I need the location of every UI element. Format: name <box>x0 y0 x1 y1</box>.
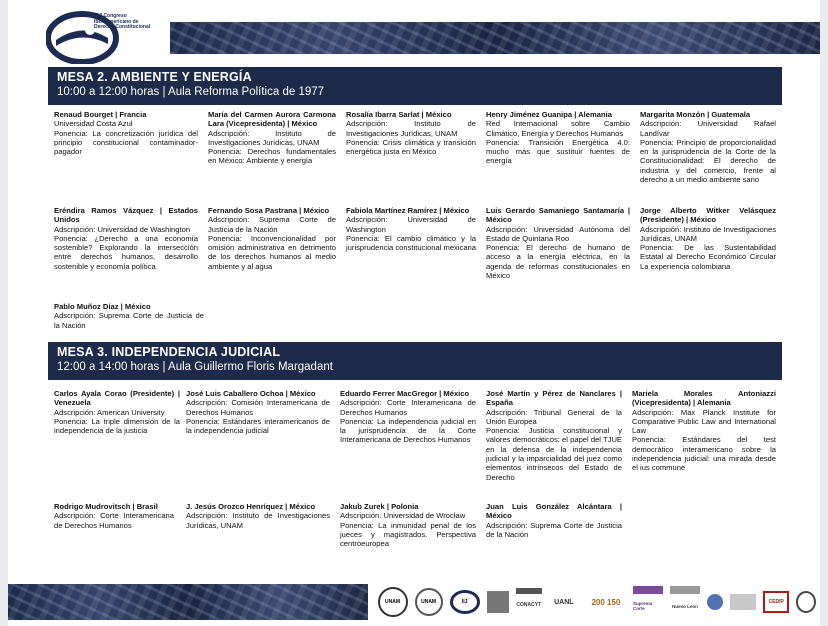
suprema-corte-logo-icon: Suprema Corte <box>633 586 663 618</box>
participant-name: Fabiola Martínez Ramírez | México <box>346 206 470 215</box>
footer-banner <box>8 584 368 620</box>
participant <box>208 206 336 271</box>
participant-name: Jorge Alberto Witker Velásquez (Presidente) | México <box>640 206 776 225</box>
participant-name: Juan Luis González Alcántara | México <box>486 502 622 521</box>
participant-details: Universidad Costa Azul Ponencia: La concretización jurídica del principio constitucional contaminador-pagador <box>54 119 198 157</box>
participant-name: Renaud Bourget | Francia <box>54 110 147 119</box>
participant-details: Red Internacional sobre Cambio Climático, Energía y Derechos Humanos Ponencia: Transición Energética 4.0: mucho más que sustituir fuentes de energía <box>486 119 630 166</box>
logo-text: XVI Congreso Iberoamericano de Derecho Constitucional <box>94 13 151 31</box>
participant-details: Adscripción: Universidad de Wrocław Ponencia: La inmunidad penal de los jueces y magistrados. Perspectiva centroeuropea <box>340 511 476 549</box>
participant <box>486 502 622 539</box>
participant <box>640 206 776 271</box>
participant-name: Eduardo Ferrer MacGregor | México <box>340 389 470 398</box>
participant-details: Adscripción: Suprema Corte de Justicia de la Nación Ponencia: Inconvencionalidad por omisión administrativa en detrimento de los derechos humanos al medio ambiente y al agua <box>208 215 336 271</box>
congress-logo <box>46 8 151 64</box>
participant <box>640 110 776 184</box>
conacyt-logo-icon: CONACYT <box>516 588 542 616</box>
participant-name: María del Carmen Aurora Carmona Lara (Vicepresidenta) | México <box>208 110 336 129</box>
participant-details: Adscripción: Instituto de Investigaciones Jurídicas, UNAM <box>186 511 330 530</box>
unam-seal-icon: UNAM <box>378 587 408 617</box>
participant <box>340 389 476 445</box>
participant-details: Adscripción: Universidad de Washington Ponencia: ¿Derecho a una economía sostenible? Explorando la intersección entre derechos humanos, desarrollo sostenible y economía política <box>54 224 198 271</box>
participant <box>54 502 174 530</box>
participant-details: Adscripción: Tribunal General de la Unión Europea Ponencia: Justicia constitucional y valores democráticos: el papel del TJUE en la defensa de la independencia judicial y la imparcialidad del juez como elementos intrínsecos del Estado de Derecho <box>486 407 622 482</box>
participant-details: Adscripción: Comisión Interamericana de Derechos Humanos Ponencia: Estándares interamericanos de la independencia judicial <box>186 398 330 436</box>
participant <box>486 206 630 280</box>
participant-details: Adscripción: Suprema Corte de Justicia de la Nación <box>54 311 204 330</box>
participant <box>54 206 198 271</box>
nuevo-leon-logo-icon: Nuevo León <box>670 586 700 618</box>
sponsor-logos <box>374 584 820 620</box>
participant-name: Rosalía Ibarra Sarlat | México <box>346 110 452 119</box>
participant-details: Adscripción: Suprema Corte de Justicia de la Nación <box>486 520 622 539</box>
iij-logo-icon: IIJ <box>450 590 480 614</box>
participant <box>54 110 198 156</box>
participant <box>632 389 776 473</box>
participant-name: José Luis Caballero Ochoa | México <box>186 389 316 398</box>
participant-details: Adscripción: Instituto de Investigaciones Jurídicas, UNAM Ponencia: Derechos fundamentales en México: Ambiente y energía <box>208 128 336 166</box>
participant-details: Adscripción: Universidad de Washington Ponencia: El cambio climático y la jurisprudencia constitucional mexicana <box>346 215 477 253</box>
participant-name: Luis Gerardo Samaniego Santamaría | México <box>486 206 630 225</box>
participant-name: Carlos Ayala Corao (Presidente) | Venezuela <box>54 389 180 408</box>
session-header <box>48 342 782 380</box>
participant-name: Eréndira Ramos Vázquez | Estados Unidos <box>54 206 198 225</box>
session-title: MESA 2. AMBIENTE Y ENERGÍA <box>57 70 252 84</box>
session-header <box>48 67 782 105</box>
seal-icon <box>796 591 816 613</box>
institution-logo-icon <box>707 594 723 610</box>
participant <box>486 389 622 482</box>
participant-details: Adscripción: Corte Interamericana de Derechos Humanos <box>54 511 174 530</box>
participant-name: J. Jesús Orozco Henríquez | México <box>186 502 316 511</box>
participant-name: Jakub Zurek | Polonia <box>340 502 419 511</box>
participant-name: Pablo Muñoz Díaz | México <box>54 302 151 311</box>
session-title: MESA 3. INDEPENDENCIA JUDICIAL <box>57 345 281 359</box>
participant-details: Adscripción: Corte Interamericana de Derechos Humanos Ponencia: La independencia judicial en la jurisprudencia de la Corte Interamericana de Derechos Humanos <box>340 398 476 445</box>
participant-name: Fernando Sosa Pastrana | México <box>208 206 330 215</box>
session-subtitle: 10:00 a 12:00 horas | Aula Reforma Política de 1977 <box>57 86 325 98</box>
participant <box>186 502 330 530</box>
participant-name: Mariela Morales Antoniazzi (Vicepresidenta) | Alemania <box>632 389 776 408</box>
header-banner <box>170 22 820 54</box>
participant <box>54 389 180 435</box>
cedip-logo-icon: CEDIP <box>763 591 789 613</box>
participant-details: Adscripción: Instituto de Investigaciones Jurídicas, UNAM Ponencia: De las Sustentabilidad Estatal al Derecho Económico Circular La experiencia colombiana <box>640 224 776 271</box>
participant <box>208 110 336 166</box>
institution-logo-icon <box>730 594 756 610</box>
anniversary-logo-icon: 200 150 <box>591 597 621 607</box>
session-subtitle: 12:00 a 14:00 horas | Aula Guillermo Floris Margadant <box>57 361 333 373</box>
institution-logo-icon <box>487 591 509 613</box>
participant-details: Adscripción: American University Ponencia: La triple dimensión de la independencia de la justicia <box>54 407 180 436</box>
university-seal-icon: UNAM <box>415 588 443 616</box>
participant-details: Adscripción: Universidad Rafael Landívar Ponencia: Principio de proporcionalidad en la jurisprudencia de la Corte de la Constitucionalidad: El derecho de industria y del comercio, frente al derecho a un medio ambiente sano <box>640 119 776 185</box>
participant-details: Adscripción: Max Planck Institute for Comparative Public Law and International Law Ponencia: Estándares del test democrático interamericano sobre la independencia judicial: una mirada desde el ius commune <box>632 407 776 473</box>
page <box>8 0 820 626</box>
participant-details: Adscripción: Instituto de Investigaciones Jurídicas, UNAM Ponencia: Crisis climática y transición energética justa en México <box>346 119 476 157</box>
participant-name: Margarita Monzón | Guatemala <box>640 110 751 119</box>
participant <box>340 502 476 548</box>
uanl-logo-icon: UANL <box>554 598 574 606</box>
participant <box>346 110 476 156</box>
participant <box>186 389 330 435</box>
participant <box>486 110 630 166</box>
participant <box>54 302 204 330</box>
participant-name: Henry Jiménez Guanipa | Alemania <box>486 110 612 119</box>
participant <box>346 206 476 252</box>
participant-name: José Martín y Pérez de Nanclares | España <box>486 389 622 408</box>
participant-details: Adscripción: Universidad Autónoma del Estado de Quintana Roo Ponencia: El derecho de humano de acceso a la energía eléctrica, en la agenda de reformas constitucionales en México <box>486 224 630 281</box>
participant-name: Rodrigo Mudrovitsch | Brasil <box>54 502 158 511</box>
